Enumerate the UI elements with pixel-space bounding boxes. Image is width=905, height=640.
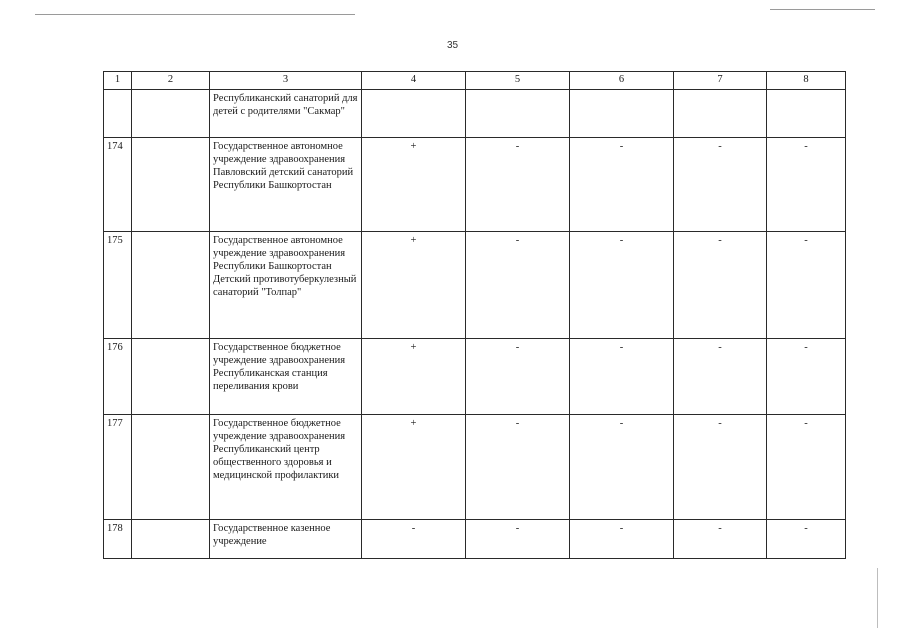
page-number: 35: [446, 40, 459, 51]
column-header: 7: [674, 72, 767, 90]
row-col2: [132, 138, 210, 232]
row-mark: -: [767, 138, 846, 232]
row-mark: +: [362, 415, 466, 520]
column-header: 2: [132, 72, 210, 90]
row-mark: -: [570, 339, 674, 415]
row-mark: [362, 90, 466, 138]
row-col2: [132, 339, 210, 415]
column-header: 6: [570, 72, 674, 90]
row-number: 174: [104, 138, 132, 232]
row-mark: +: [362, 232, 466, 339]
row-mark: -: [674, 520, 767, 559]
column-header: 5: [466, 72, 570, 90]
row-mark: -: [466, 520, 570, 559]
row-col2: [132, 232, 210, 339]
table-row: [104, 138, 846, 232]
column-header: 1: [104, 72, 132, 90]
table-row: [104, 415, 846, 520]
institution-name: Государственное автономное учреждение здравоохранения Республики Башкортостан Детский противотуберкулезный санаторий "Толпар": [210, 232, 362, 339]
row-mark: -: [466, 415, 570, 520]
row-number: 175: [104, 232, 132, 339]
row-col2: [132, 520, 210, 559]
row-mark: -: [362, 520, 466, 559]
table-header-row: [104, 72, 846, 90]
scan-artifact-edge: [877, 568, 878, 628]
row-mark: -: [466, 339, 570, 415]
column-header: 3: [210, 72, 362, 90]
table-row: [104, 520, 846, 559]
table-row: [104, 339, 846, 415]
row-mark: +: [362, 339, 466, 415]
row-mark: -: [466, 138, 570, 232]
document-table: [103, 71, 846, 559]
row-mark: -: [570, 138, 674, 232]
row-mark: [466, 90, 570, 138]
column-header: 4: [362, 72, 466, 90]
column-header: 8: [767, 72, 846, 90]
scan-artifact-line: [770, 9, 875, 10]
row-number: [104, 90, 132, 138]
row-number: 176: [104, 339, 132, 415]
table-row: [104, 90, 846, 138]
table-row: [104, 232, 846, 339]
institution-name: Государственное бюджетное учреждение здравоохранения Республиканский центр общественного здоровья и медицинской профилактики: [210, 415, 362, 520]
row-mark: -: [466, 232, 570, 339]
row-mark: -: [674, 415, 767, 520]
row-mark: [570, 90, 674, 138]
row-mark: -: [767, 232, 846, 339]
institution-name: Государственное автономное учреждение здравоохранения Павловский детский санаторий Республики Башкортостан: [210, 138, 362, 232]
row-mark: -: [767, 339, 846, 415]
row-mark: -: [570, 415, 674, 520]
row-mark: +: [362, 138, 466, 232]
row-mark: -: [767, 520, 846, 559]
row-mark: [674, 90, 767, 138]
row-number: 178: [104, 520, 132, 559]
institution-name: Республиканский санаторий для детей с родителями "Сакмар": [210, 90, 362, 138]
row-mark: -: [570, 232, 674, 339]
row-mark: -: [767, 415, 846, 520]
institution-name: Государственное казенное учреждение: [210, 520, 362, 559]
institution-name: Государственное бюджетное учреждение здравоохранения Республиканская станция переливания крови: [210, 339, 362, 415]
row-mark: -: [674, 138, 767, 232]
row-mark: [767, 90, 846, 138]
scan-artifact-line: [35, 14, 355, 15]
row-number: 177: [104, 415, 132, 520]
row-mark: -: [674, 232, 767, 339]
row-mark: -: [570, 520, 674, 559]
row-mark: -: [674, 339, 767, 415]
row-col2: [132, 90, 210, 138]
row-col2: [132, 415, 210, 520]
